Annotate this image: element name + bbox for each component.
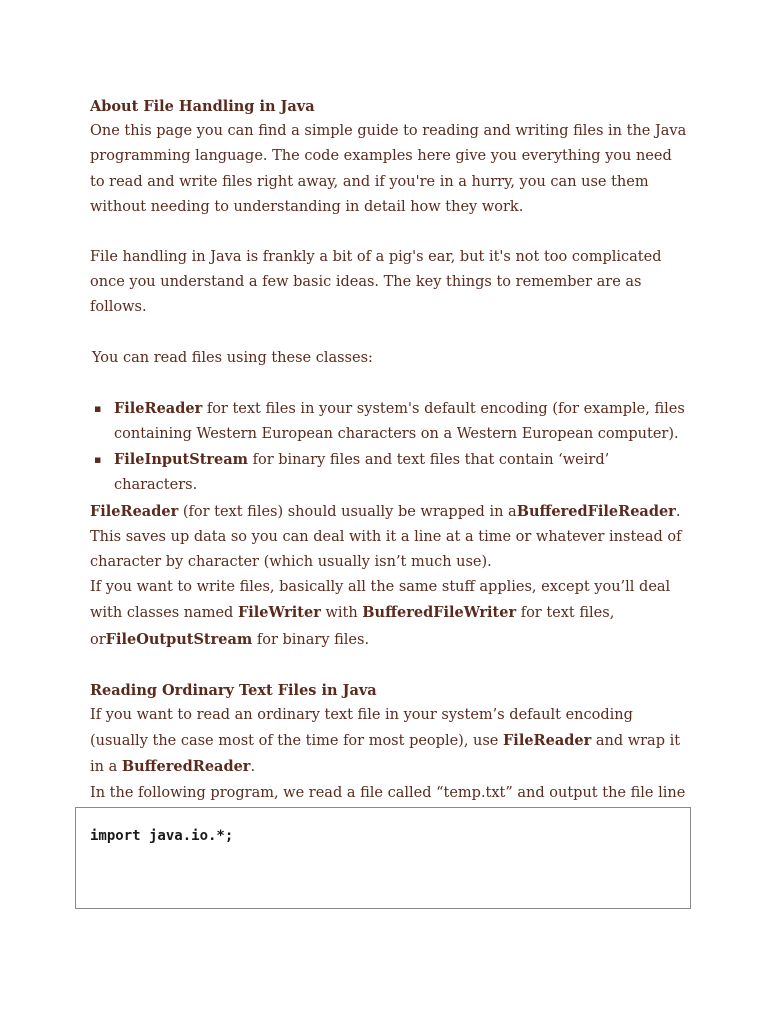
reading-paragraph — [90, 703, 690, 781]
paragraph-text: and wrap it in a — [90, 733, 681, 776]
list-item — [90, 396, 690, 447]
section-heading-about: About File Handling in Java — [90, 98, 315, 115]
class-name: BufferedFileWriter — [362, 604, 517, 622]
wrap-paragraph — [90, 499, 690, 576]
paragraph-text: If you want to read an ordinary text file in your system’s default encoding (usually the case most of the time for most people), use — [90, 707, 633, 750]
spacer — [90, 653, 690, 678]
class-name: FileReader — [114, 399, 203, 417]
class-name: BufferedFileReader — [516, 502, 676, 520]
bullet-icon: ▪ — [94, 453, 102, 467]
class-name: FileWriter — [237, 604, 321, 622]
intro-paragraph: One this page you can find a simple guide to reading and writing files in the Java programming language. The code examples here give you everything you need to read and write files right away, and if you're in a hurry, you can use them without needing to understanding in detail how they work. — [90, 123, 687, 215]
write-paragraph — [90, 575, 690, 653]
class-name: FileOutputStream — [105, 630, 253, 648]
reader-classes-list — [90, 396, 690, 499]
paragraph-text: If you want to write files, basically all the same stuff applies, except you’ll deal with classes named — [90, 579, 671, 622]
paragraph-text: . This saves up data so you can deal with it a line at a time or whatever instead of character by character (which usually isn’t much use). — [90, 503, 682, 571]
class-name: FileReader — [503, 732, 592, 750]
paragraph-text: . — [250, 759, 256, 776]
bullet-icon: ▪ — [94, 401, 102, 415]
overview-paragraph: File handling in Java is frankly a bit of a pig's ear, but it's not too complicated once you understand a few basic ideas. The key things to remember are as follows. — [90, 249, 662, 316]
spacer — [90, 321, 690, 346]
class-name: BufferedReader — [121, 758, 251, 776]
section-heading-reading: Reading Ordinary Text Files in Java — [90, 681, 377, 699]
paragraph-text: with — [320, 605, 363, 622]
spacer — [90, 371, 690, 396]
class-name: FileReader — [90, 502, 179, 520]
spacer — [90, 220, 690, 245]
program-paragraph: In the following program, we read a file called “temp.txt” and output the file line — [90, 784, 686, 801]
paragraph-text: for binary files. — [252, 631, 370, 648]
code-block — [75, 807, 691, 909]
classes-intro: You can read files using these classes: — [92, 349, 373, 366]
list-item-text: for text files in your system's default encoding (for example, files containing Western European characters on a Western European computer). — [114, 400, 685, 443]
code-line: import java.io.*; — [90, 828, 234, 844]
list-item-text: for binary files and text files that contain ‘weird’ characters. — [114, 452, 610, 494]
class-name: FileInputStream — [114, 451, 249, 469]
paragraph-text: for text files, or — [90, 605, 615, 648]
paragraph-text: (for text files) should usually be wrapped in a — [178, 503, 517, 520]
list-item — [90, 447, 690, 498]
document-body — [90, 94, 690, 831]
